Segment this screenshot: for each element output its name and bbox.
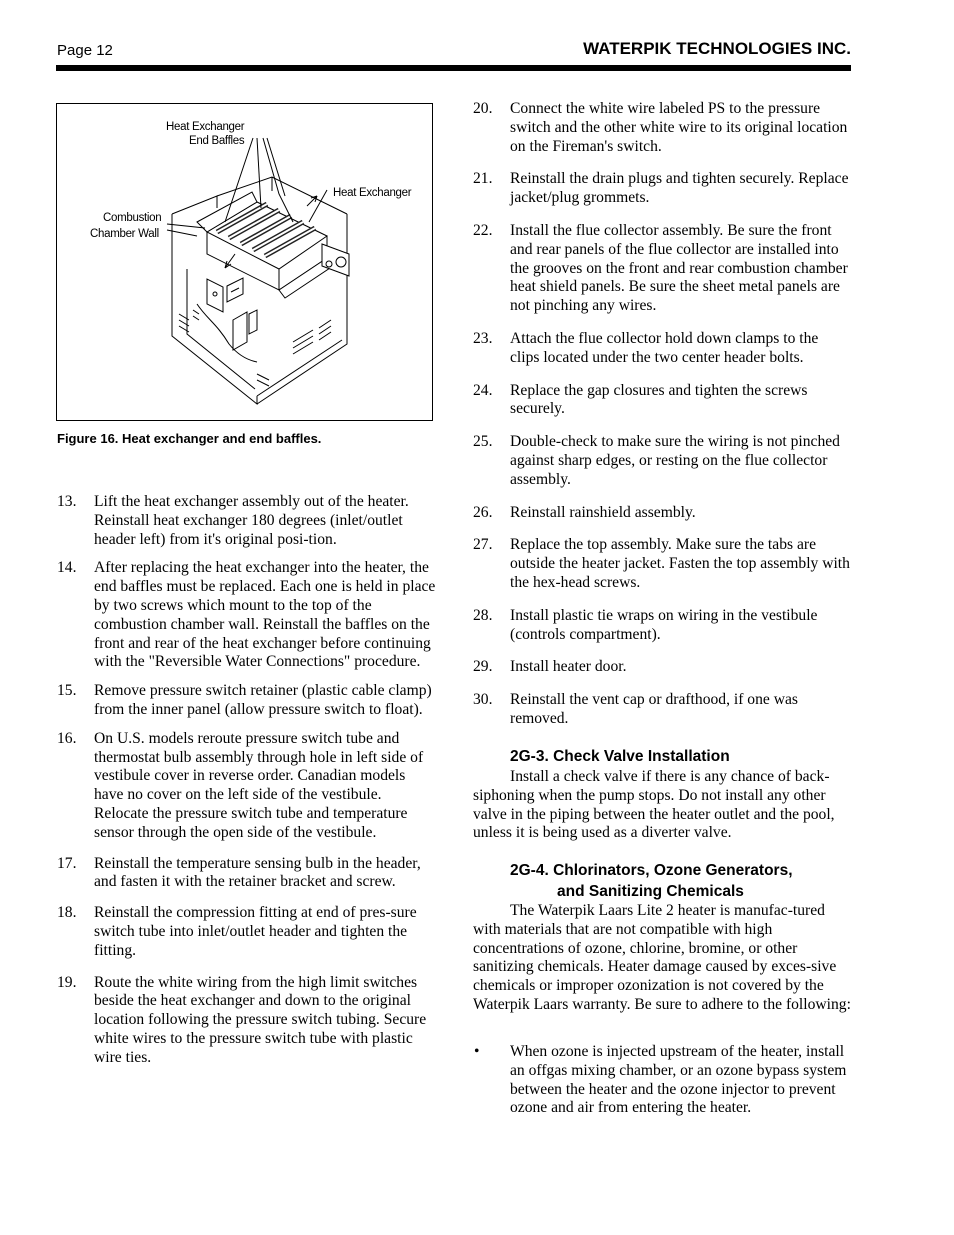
step-number: 14. xyxy=(57,559,77,577)
callout-heat-exchanger: Heat Exchanger xyxy=(333,187,412,199)
step-number: 30. xyxy=(473,691,493,709)
step-text: Remove pressure switch retainer (plastic cable clamp) from the inner panel (allow pressure switch to float). xyxy=(94,682,432,718)
step-number: 21. xyxy=(473,170,493,188)
step-15 xyxy=(57,682,437,720)
callout-end-baffles-line1: Heat Exchanger xyxy=(166,121,245,133)
page-number: Page 12 xyxy=(57,42,113,59)
step-text: Install plastic tie wraps on wiring in the vestibule (controls compartment). xyxy=(510,606,818,643)
step-30 xyxy=(473,691,851,729)
figure-16 xyxy=(56,103,433,421)
step-number: 20. xyxy=(473,100,493,117)
section-heading-check-valve: 2G-3. Check Valve Installation xyxy=(510,748,730,765)
step-text: Reinstall the compression fitting at end of pres-sure switch tube into inlet/outlet header and tighten the fitting. xyxy=(94,904,417,959)
step-28 xyxy=(473,607,851,645)
step-number: 22. xyxy=(473,221,493,239)
step-text: Reinstall rainshield assembly. xyxy=(510,503,696,521)
step-number: 17. xyxy=(57,854,77,872)
right-step-list xyxy=(473,100,851,729)
step-number: 28. xyxy=(473,606,493,624)
step-text: Lift the heat exchanger assembly out of the heater. Reinstall heat exchanger 180 degrees (inlet/outlet header left) from it's original posi-tion. xyxy=(94,493,409,548)
step-13 xyxy=(57,493,437,549)
step-text: Reinstall the temperature sensing bulb in the header, and fasten it with the retainer bracket and screw. xyxy=(94,854,421,891)
step-text: Install the flue collector assembly. Be sure the front and rear panels of the flue collector are installed into the grooves on the front and rear combustion chamber heat shield panels. Be sure the sheet metal panels are not pinching any wires. xyxy=(510,221,848,315)
step-19 xyxy=(57,974,437,1068)
header-rule xyxy=(56,65,851,71)
step-text: Reinstall the drain plugs and tighten securely. Replace jacket/plug grommets. xyxy=(510,170,849,207)
step-text: After replacing the heat exchanger into the heater, the end baffles must be replaced. Each one is held in place by two screws which mount to the top of the combustion chamber wall. Reinstall the baffles on the front and rear of the heat exchanger before continuing with the "Reversible Water Connections" procedure. xyxy=(94,559,436,671)
step-18 xyxy=(57,904,437,960)
step-text: Replace the top assembly. Make sure the tabs are outside the heater jacket. Fasten the top assembly with the hex-head screws. xyxy=(510,536,850,591)
step-number: 26. xyxy=(473,503,493,521)
company-name: WATERPIK TECHNOLOGIES INC. xyxy=(583,39,851,58)
figure-caption: Figure 16. Heat exchanger and end baffles. xyxy=(57,431,322,446)
step-26 xyxy=(473,504,851,523)
step-text: Replace the gap closures and tighten the screws securely. xyxy=(510,381,808,418)
step-27 xyxy=(473,536,851,592)
step-16 xyxy=(57,730,437,843)
callout-combustion-line1: Combustion xyxy=(103,212,162,224)
step-number: 15. xyxy=(57,682,77,700)
step-number: 13. xyxy=(57,493,77,510)
step-number: 25. xyxy=(473,433,493,451)
step-21 xyxy=(473,170,851,208)
step-text: Double-check to make sure the wiring is not pinched against sharp edges, or resting on the flue collector assembly. xyxy=(510,433,840,488)
step-text: Reinstall the vent cap or drafthood, if one was removed. xyxy=(510,691,798,727)
step-text: Install heater door. xyxy=(510,658,627,676)
step-number: 24. xyxy=(473,381,493,399)
left-step-list xyxy=(57,493,437,1068)
step-25 xyxy=(473,433,851,489)
check-valve-body: Install a check valve if there is any chance of back-siphoning when the pump stops. Do not install any other valve in the piping between the heater outlet and the pool, unless it is being used as a diverter valve. xyxy=(473,768,835,842)
step-number: 16. xyxy=(57,729,77,747)
step-text: Connect the white wire labeled PS to the pressure switch and the other white wire to its original location on the Fireman's switch. xyxy=(510,100,848,155)
step-text: Route the white wiring from the high limit switches beside the heat exchanger and down to the original location following the pressure switch tubing. Secure white wires to the pressure switch tube with plastic wire ties. xyxy=(94,973,427,1066)
chlorinators-bullet-list xyxy=(473,1043,851,1118)
step-23 xyxy=(473,330,851,368)
chlorinators-body: The Waterpik Laars Lite 2 heater is manufac-tured with materials that are not compatible with high concentrations of ozone, chlorine, bromine, or other sanitizing chemicals. Heater damage caused by exces-sive chemicals or improper ozonization is not covered by the Waterpik Laars warranty. Be sure to adhere to the following: xyxy=(473,902,851,1013)
step-14 xyxy=(57,559,437,672)
step-22 xyxy=(473,222,851,316)
bullet-item xyxy=(473,1043,851,1118)
step-text: On U.S. models reroute pressure switch tube and thermostat bulb assembly through hole in left side of vestibule cover in reverse order. Canadian models have no cover on the left side of the vestibule. Relocate the pressure switch tube and temperature sensor through the open side of the vestibule. xyxy=(94,729,424,841)
heat-exchanger-illustration xyxy=(57,104,434,422)
step-24 xyxy=(473,382,851,420)
bullet-symbol: • xyxy=(474,1043,480,1060)
step-29 xyxy=(473,658,851,677)
step-20 xyxy=(473,100,851,156)
callout-end-baffles-line2: End Baffles xyxy=(189,135,245,147)
step-number: 18. xyxy=(57,904,77,922)
bullet-text: When ozone is injected upstream of the heater, install an offgas mixing chamber, or an ozone bypass system between the heater and the ozone injector to prevent ozone and air from entering the heater. xyxy=(510,1043,847,1117)
section-heading-chlorinators-line2: and Sanitizing Chemicals xyxy=(557,883,744,900)
step-number: 19. xyxy=(57,973,77,991)
step-text: Attach the flue collector hold down clamps to the clips located under the two center header bolts. xyxy=(510,329,819,366)
step-number: 27. xyxy=(473,536,493,554)
step-17 xyxy=(57,855,437,893)
section-heading-chlorinators-line1: 2G-4. Chlorinators, Ozone Generators, xyxy=(510,862,793,879)
callout-combustion-line2: Chamber Wall xyxy=(90,228,159,240)
step-number: 29. xyxy=(473,658,493,676)
step-number: 23. xyxy=(473,329,493,347)
